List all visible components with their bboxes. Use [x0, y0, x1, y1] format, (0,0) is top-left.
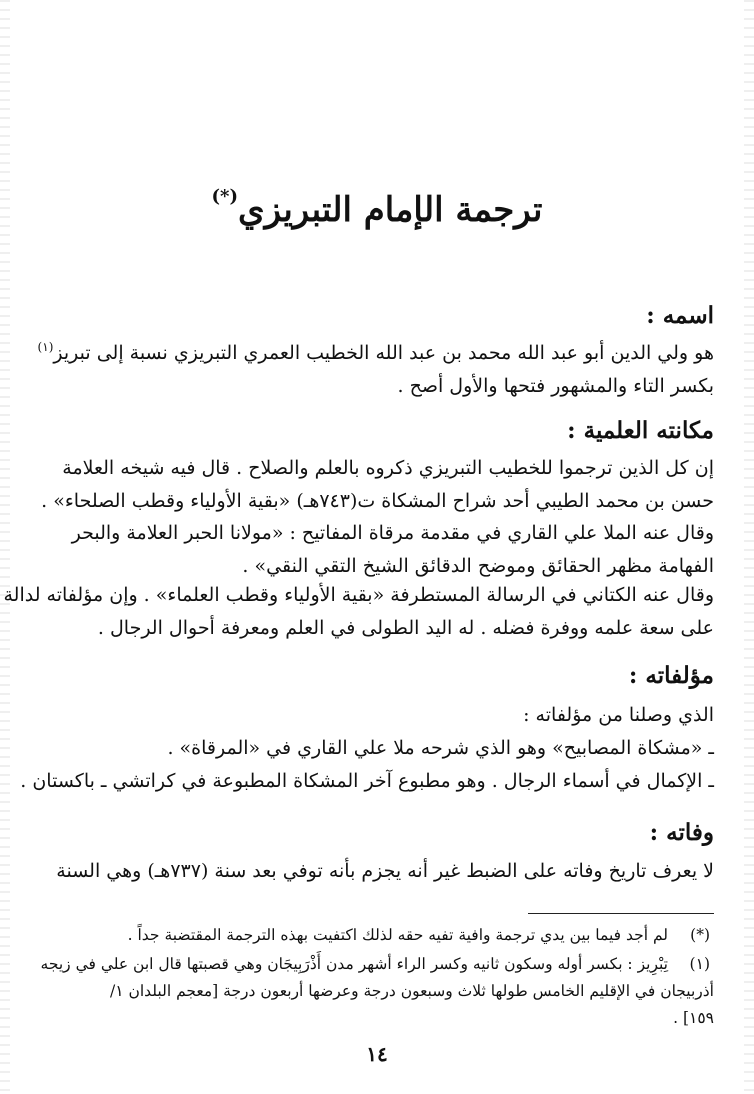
page-title: [40, 186, 714, 230]
works-item: ـ «مشكاة المصابيح» وهو الذي شرحه ملا علي القاري في «المرقاة» .: [167, 737, 714, 759]
section-heading-name: اسمه :: [646, 302, 714, 329]
page-border-right: [744, 0, 754, 1094]
footnote-line: لم أجد فيما بين يدي ترجمة وافية تفيه حقه لذلك اكتفيت بهذه الترجمة المقتضبة جداً .: [127, 926, 668, 944]
works-item: ـ الإكمال في أسماء الرجال . وهو مطبوع آخر المشكاة المطبوعة في كراتشي ـ باكستان .: [20, 770, 714, 792]
footnote-divider: [528, 913, 714, 914]
footnote-ref-1: (١): [37, 340, 54, 354]
page-number: ١٤: [366, 1042, 388, 1066]
paragraph-line: [37, 337, 714, 370]
paragraph-line: الفهامة مظهر الحقائق وموضح الدقائق الشيخ التقي النقي» .: [242, 555, 714, 577]
paragraph-line: حسن بن محمد الطيبي أحد شراح المشكاة ت(٧٤٣هـ) «بقية الأولياء وقطب الصلحاء» .: [41, 490, 714, 512]
status-paragraph-2: [40, 517, 714, 583]
footnote-marker: (١): [689, 955, 710, 973]
footnote-line: ١٥٩] .: [673, 1009, 714, 1027]
death-paragraph: [40, 855, 714, 888]
footnote-line: تِبْرِيز : بكسر أوله وسكون ثانيه وكسر الراء أشهر مدن أَذْرَبِيجَان وهي قصبتها قال ابن علي في زيجه: [40, 955, 668, 973]
title-footnote-marker: (*): [211, 186, 238, 207]
section-heading-status: مكانته العلمية :: [567, 417, 714, 444]
title-text: ترجمة الإمام التبريزي: [237, 190, 543, 230]
footnote-marker: (*): [690, 926, 710, 944]
paragraph-line: لا يعرف تاريخ وفاته على الضبط غير أنه يجزم بأنه توفي بعد سنة (٧٣٧هـ) وهي السنة: [56, 860, 714, 882]
section-heading-works: مؤلفاته :: [628, 662, 714, 689]
footnote-line: أذربيجان في الإقليم الخامس طولها ثلاث وسبعون درجة وعرضها أربعون درجة [معجم البلدان ١/: [109, 982, 714, 1000]
status-paragraph-3: [3, 579, 714, 645]
paragraph-line: إن كل الذين ترجموا للخطيب التبريزي ذكروه بالعلم والصلاح . قال فيه شيخه العلامة: [62, 457, 714, 479]
status-paragraph-1: [40, 452, 714, 518]
paragraph-line: وقال عنه الملا علي القاري في مقدمة مرقاة المفاتيح : «مولانا الحبر العلامة والبحر: [71, 522, 714, 544]
footnote-item: [40, 922, 714, 949]
name-line-1: هو ولي الدين أبو عبد الله محمد بن عبد الله الخطيب العمري التبريزي نسبة إلى تبريز: [53, 342, 714, 364]
section-heading-death: وفاته :: [649, 819, 714, 846]
paragraph-line: بكسر التاء والمشهور فتحها والأول أصح .: [397, 375, 714, 397]
paragraph-line: على سعة علمه ووفرة فضله . له اليد الطولى في العلم ومعرفة أحوال الرجال .: [97, 617, 714, 639]
footnotes: [40, 922, 714, 1032]
name-paragraph: [37, 337, 714, 403]
paragraph-line: وقال عنه الكتاني في الرسالة المستطرفة «بقية الأولياء وقطب العلماء» . وإن مؤلفاته لدالة: [3, 584, 714, 606]
works-list: [20, 699, 714, 798]
document-page: [3, 0, 714, 1094]
page-border-left: [0, 0, 10, 1094]
works-intro: الذي وصلنا من مؤلفاته :: [523, 704, 714, 726]
footnote-item: [40, 951, 714, 1032]
